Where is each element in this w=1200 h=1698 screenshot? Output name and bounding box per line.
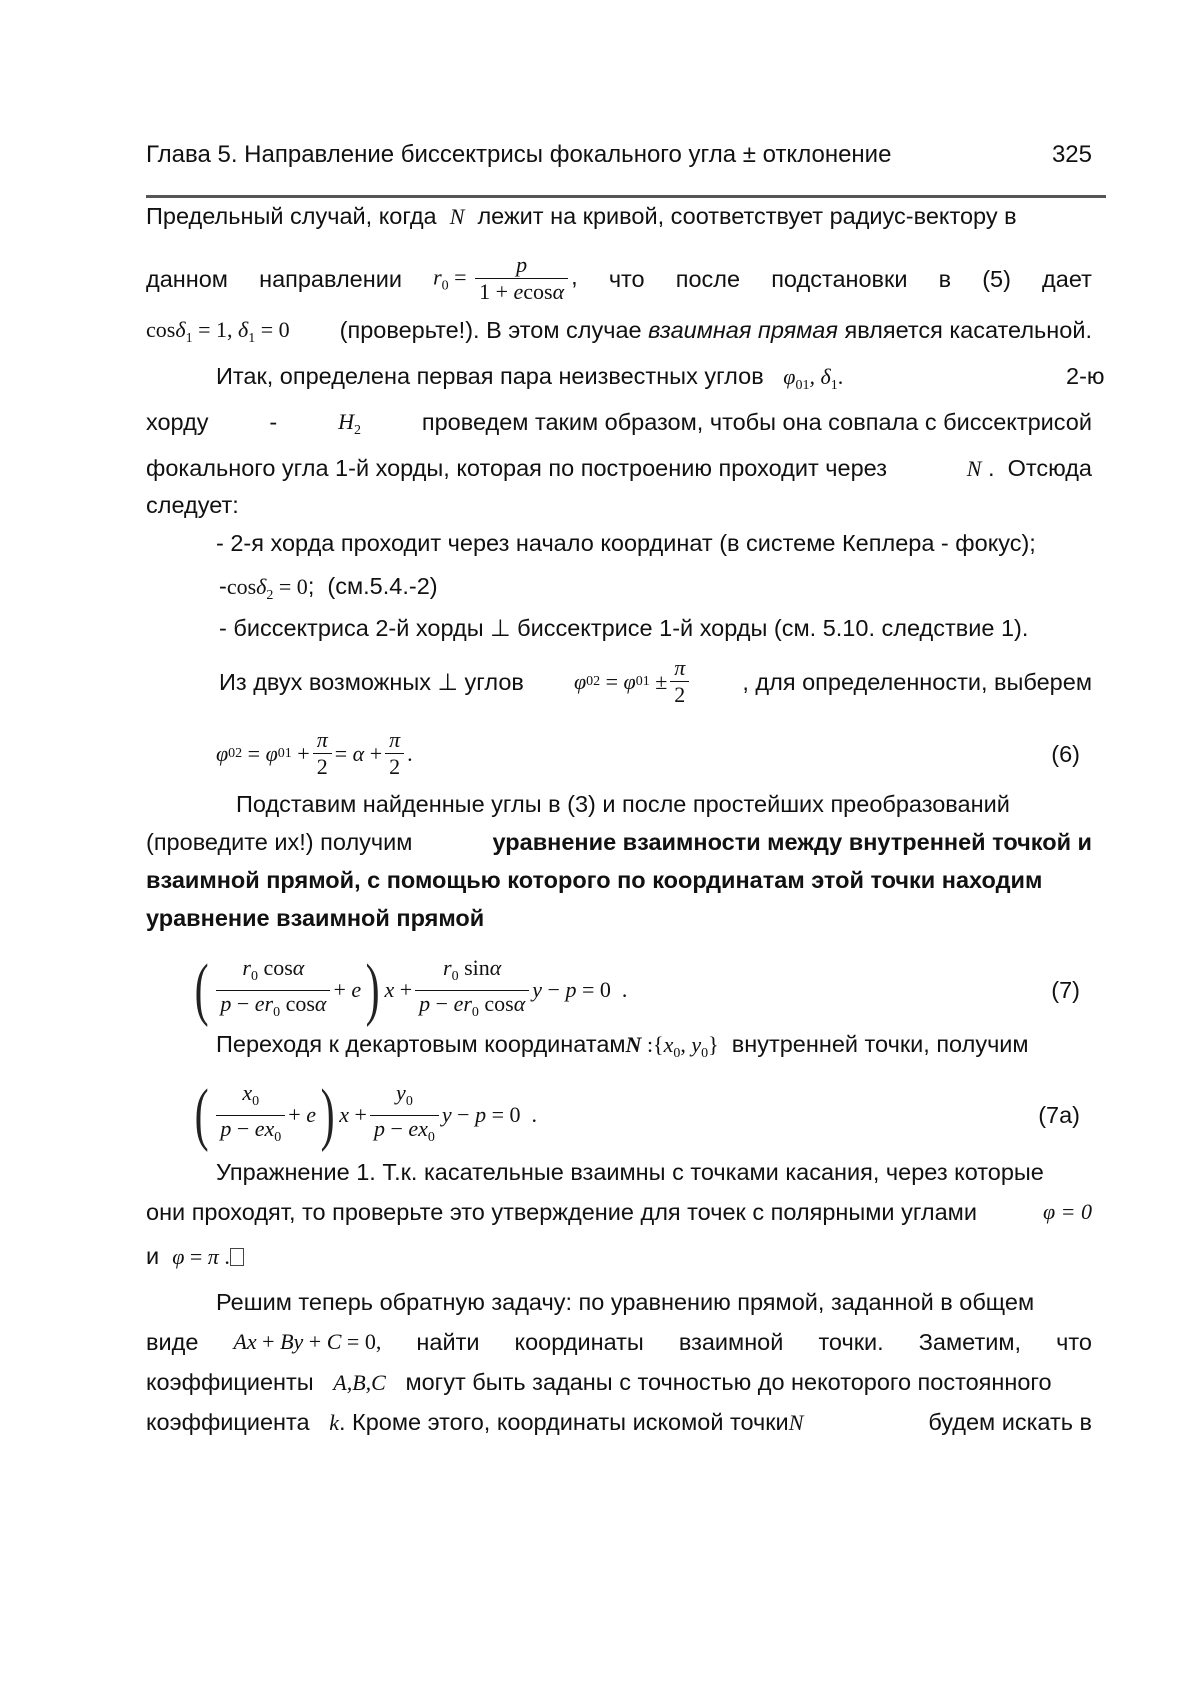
- equation-number: (7a): [1038, 1102, 1080, 1128]
- text-line: виде Ax + By + C = 0, найти координаты взаимной точки. Заметим, что: [146, 1329, 1092, 1355]
- text-line: cosδ$_1$ = 1, $\delta_1 = 0$ (проверьте!). В этом случае взаимная прямая является касательной.: [146, 314, 1092, 355]
- text-line: хорду - $H_2$ проведем таким образом, чтобы она совпала с биссектрисой: [146, 409, 1092, 438]
- running-header: [146, 141, 1092, 169]
- text-line: уравнение взаимной прямой: [146, 905, 485, 931]
- text-line: Из двух возможных ⊥ углов φ 02 = φ 01 ± $\frac{\pi}{2}$ , для определенности, выберем: [219, 655, 1092, 707]
- page-number: 325: [1051, 141, 1092, 168]
- text-line: (проведите их!) получим уравнение взаимности между внутренней точкой и: [146, 829, 1092, 855]
- text-line: взаимной прямой, с помощью которого по координатам этой точки находим: [146, 867, 1043, 893]
- equation-7: ( $\frac{r_0 \cos\alpha}{p - er_0 \cos\alpha}$ + e ) x + $\frac{r_0 \sin\alpha}{p - er_0 \cos\alpha}$ y − p = 0 . (7): [194, 951, 1080, 1028]
- equation-7a: ( $\frac{x_0}{p - ex_0}$ + e ) x + $\frac{y_0}{p - ex_0}$ y − p = 0 . (7a): [194, 1076, 1080, 1153]
- text-line: коэффициенты A,B,C могут быть заданы с точностью до некоторого постоянного: [146, 1369, 1052, 1395]
- text-line: они проходят, то проверьте это утверждение для точек с полярными углами φ = 0: [146, 1199, 1092, 1225]
- text-line: и φ = π .: [146, 1240, 1092, 1273]
- equation-number: (7): [1051, 977, 1080, 1003]
- text-line: коэффициента k. Кроме этого, координаты искомой точкиN будем искать в: [146, 1409, 1092, 1435]
- end-of-proof-icon: [230, 1248, 244, 1266]
- equation-6: φ 02 = φ 01 + $\frac{\pi}{2}$ = α + $\frac{\pi}{2}$ . (6): [216, 727, 1080, 779]
- formula-cos-delta1: cosδ$_1$ = 1, $\delta_1 = 0$: [146, 317, 290, 346]
- text-line: Подставим найденные углы в (3) и после простейших преобразований: [236, 791, 1010, 817]
- text-line: следует:: [146, 492, 239, 518]
- equation-number: (6): [1051, 740, 1080, 767]
- list-item: -cosδ$_2$ = 0; (см.5.4.-2): [219, 573, 438, 603]
- list-item: - 2-я хорда проходит через начало координат (в системе Кеплера - фокус);: [216, 530, 1036, 556]
- text-line: Итак, определена первая пара неизвестных углов $\varphi_{01}$, $\delta_1$. 2-ю: [216, 363, 1105, 393]
- header-rule: [146, 195, 1106, 198]
- text-line: данном направлении $r_0$ = $\frac{p}{1 + ecos\alpha}$ , что после подстановки в (5) дает: [146, 252, 1092, 304]
- formula-r0: $r_0$ = $\frac{p}{1 + ecos\alpha}$ ,: [433, 252, 578, 304]
- chapter-title: Глава 5. Направление биссектрисы фокального угла ± отклонение: [146, 141, 892, 168]
- list-item: - биссектриса 2-й хорды ⊥ биссектрисе 1-й хорды (см. 5.10. следствие 1).: [219, 615, 1029, 641]
- text-line: Решим теперь обратную задачу: по уравнению прямой, заданной в общем: [216, 1289, 1035, 1315]
- text-line: Упражнение 1. Т.к. касательные взаимны с точками касания, через которые: [216, 1159, 1044, 1185]
- text-line: Переходя к декартовым координатамN $:\{x_0$, $y_0$} внутренней точки, получим: [216, 1031, 1029, 1061]
- text-line: фокального угла 1-й хорды, которая по построению проходит через N . Отсюда: [146, 455, 1092, 481]
- text-line: Предельный случай, когда N лежит на кривой, соответствует радиус-вектору в: [146, 203, 1017, 229]
